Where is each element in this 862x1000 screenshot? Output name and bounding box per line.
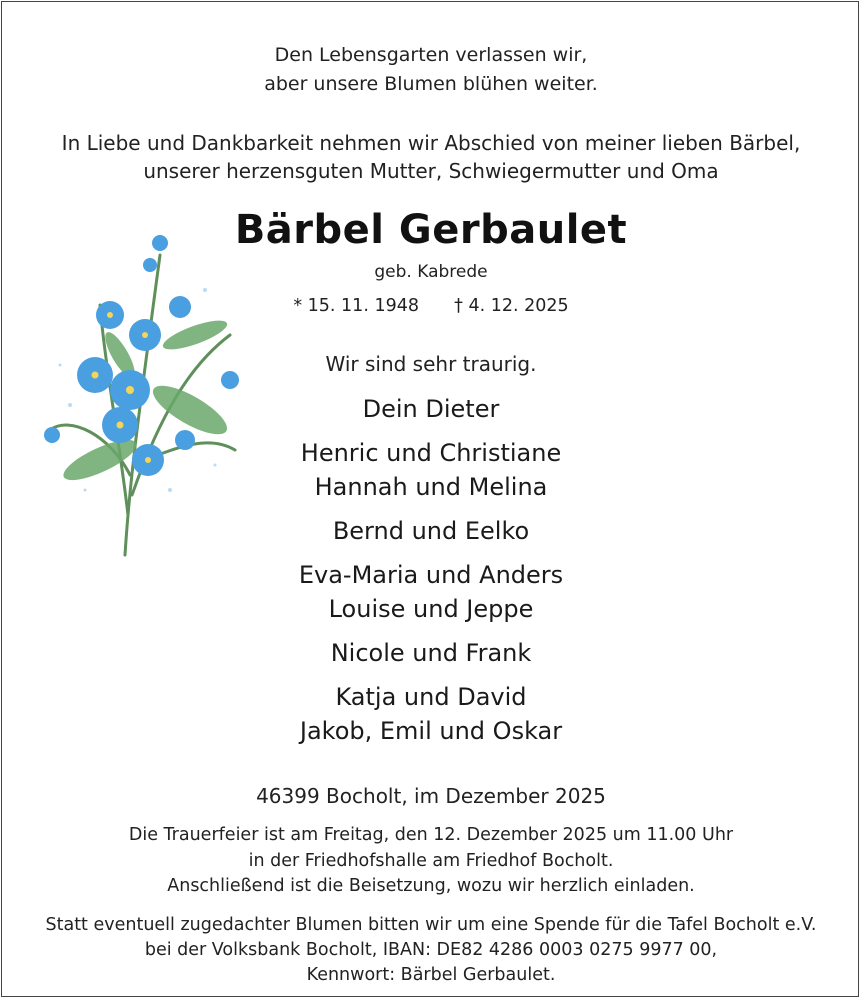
donation-line-1: Statt eventuell zugedachter Blumen bitten wir um eine Spende für die Tafel Bocholt e.V. bbox=[45, 915, 817, 935]
deceased-name: Bärbel Gerbaulet bbox=[234, 207, 628, 253]
maiden-name: geb. Kabrede bbox=[374, 262, 488, 282]
ceremony-line-1: Die Trauerfeier ist am Freitag, den 12. Dezember 2025 um 11.00 Uhr bbox=[128, 825, 734, 845]
donation-line-2: bei der Volksbank Bocholt, IBAN: DE82 4286 0003 0275 9977 00, bbox=[144, 940, 718, 960]
family-line: Jakob, Emil und Oskar bbox=[299, 717, 563, 745]
family-line: Nicole und Frank bbox=[330, 639, 532, 667]
family-line: Bernd und Eelko bbox=[332, 517, 530, 545]
death-date: † 4. 12. 2025 bbox=[454, 296, 569, 316]
family-line: Eva-Maria und Anders bbox=[298, 561, 564, 589]
family-line: Hannah und Melina bbox=[314, 473, 548, 501]
place-date: 46399 Bocholt, im Dezember 2025 bbox=[256, 784, 606, 808]
intro-line-1: In Liebe und Dankbarkeit nehmen wir Abschied von meiner lieben Bärbel, bbox=[61, 131, 801, 155]
quote-line-2: aber unsere Blumen blühen weiter. bbox=[264, 73, 598, 95]
quote-line-1: Den Lebensgarten verlassen wir, bbox=[274, 44, 588, 66]
life-dates bbox=[0, 296, 862, 316]
family-line: Katja und David bbox=[335, 683, 527, 711]
family-line: Louise und Jeppe bbox=[328, 595, 534, 623]
birth-date: * 15. 11. 1948 bbox=[293, 296, 419, 316]
ceremony-line-2: in der Friedhofshalle am Friedhof Bocholt. bbox=[248, 851, 614, 871]
family-line: Henric und Christiane bbox=[300, 439, 562, 467]
intro-line-2: unserer herzensguten Mutter, Schwiegermutter und Oma bbox=[143, 159, 719, 183]
sad-line: Wir sind sehr traurig. bbox=[325, 352, 537, 376]
donation-line-3: Kennwort: Bärbel Gerbaulet. bbox=[306, 965, 556, 985]
family-line: Dein Dieter bbox=[362, 395, 500, 423]
ceremony-line-3: Anschließend ist die Beisetzung, wozu wir herzlich einladen. bbox=[167, 876, 695, 896]
